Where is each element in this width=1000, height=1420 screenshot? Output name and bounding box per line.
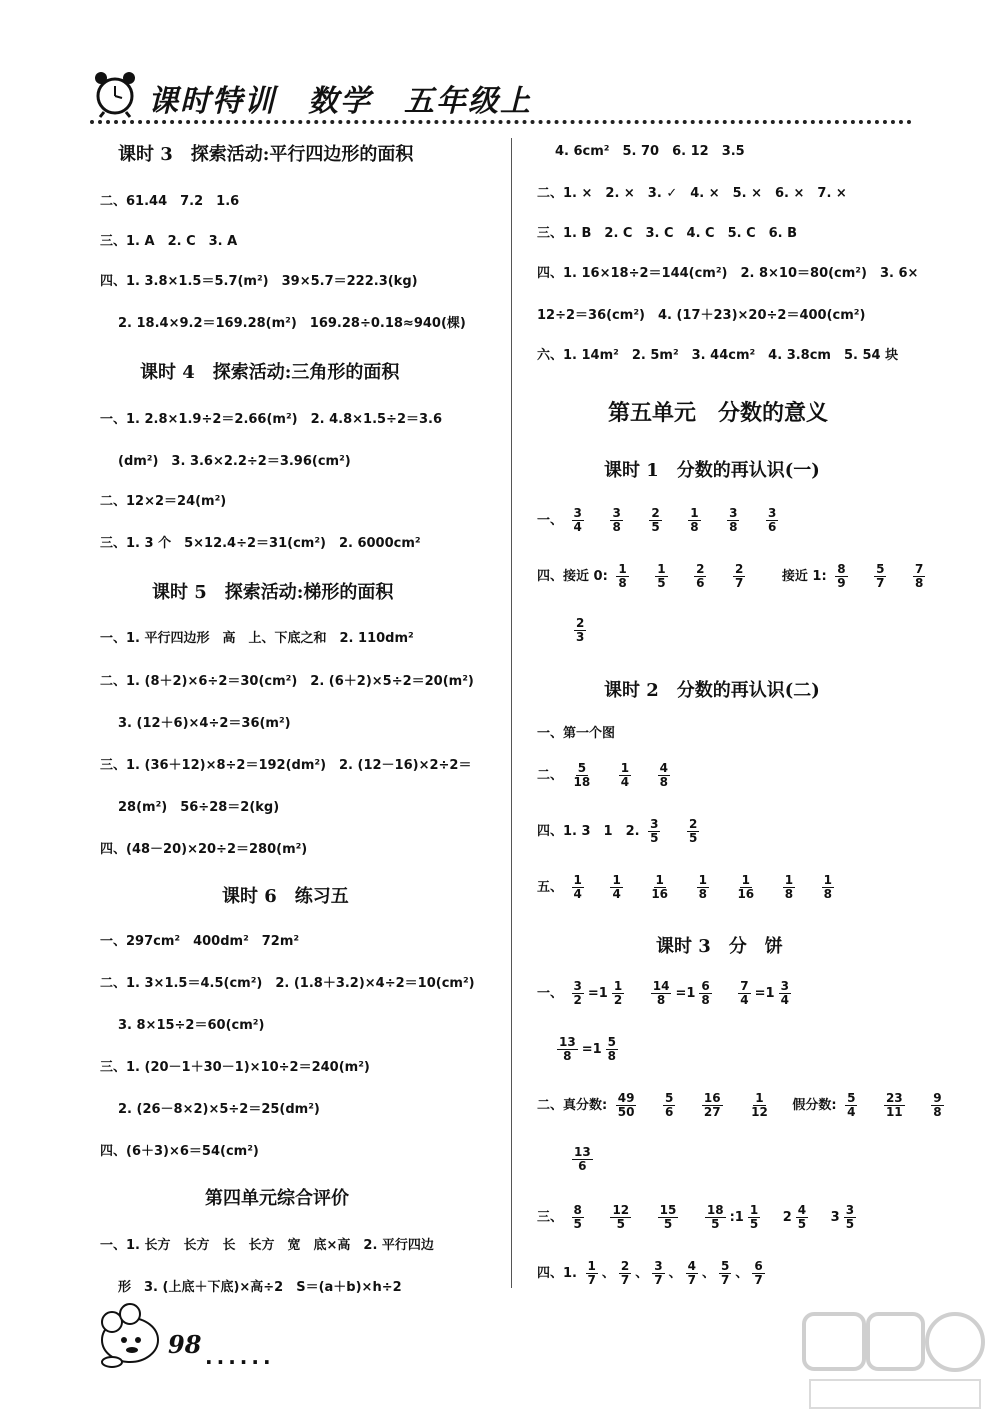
- question-label: 一、: [537, 513, 564, 528]
- book-title: 课时特训 数学 五年级上: [148, 84, 532, 119]
- question-label: 五、: [537, 880, 564, 895]
- fraction: $\frac{5}{8}$: [607, 1035, 617, 1063]
- answer-line: [537, 563, 929, 590]
- answer-line: 一、297cm² 400dm² 72m²: [100, 934, 300, 949]
- section-title-unit4-review: 第四单元综合评价: [205, 1188, 349, 1209]
- answer-line: 三、 $\frac{8}{5}$ $\frac{12}{5}$ $\frac{15}{5}$ $\frac{18}{5}$ :1 $\frac{1}{5}$ 2 $\frac{4}{5}$ 3 $\frac{3}{5}$: [537, 1203, 855, 1231]
- section-title-lesson6: 课时 6 练习五: [222, 886, 349, 907]
- fraction: $\frac{5}{18}$: [573, 761, 591, 789]
- answer-line: 三、1. 3 个 5×12.4÷2＝31(cm²) 2. 6000cm²: [100, 536, 421, 551]
- answer-line: 一、1. 长方 长方 长 长方 宽 底×高 2. 平行四边: [100, 1238, 434, 1253]
- fraction: $\frac{2}{5}$: [651, 506, 660, 534]
- fraction: $\frac{1}{7}$: [587, 1259, 596, 1287]
- fraction: $\frac{1}{16}$: [737, 873, 755, 901]
- answer-line: 四、1. $\frac{1}{7}$ 、 $\frac{2}{7}$ 、 $\frac{3}{7}$ 、 $\frac{4}{7}$ 、 $\frac{5}{7}$ 、 $\frac{6}{7}$: [537, 1259, 763, 1287]
- section-title-r-lesson3: 课时 3 分 饼: [656, 936, 783, 957]
- question-label: 一、: [537, 986, 564, 1001]
- fraction: $\frac{7}{8}$: [914, 562, 924, 590]
- fraction: $\frac{15}{5}$: [659, 1203, 677, 1231]
- answer-line: 一、1. 2.8×1.9÷2＝2.66(m²) 2. 4.8×1.5÷2＝3.6: [100, 412, 443, 427]
- question-label: 三、: [537, 1210, 564, 1225]
- fraction: $\frac{1}{8}$: [698, 873, 707, 901]
- fraction: $\frac{1}{8}$: [618, 562, 627, 590]
- answer-line: 4. 6cm² 5. 70 6. 12 3.5: [555, 144, 745, 159]
- fraction: $\frac{3}{8}$: [612, 506, 621, 534]
- fraction: $\frac{2}{5}$: [689, 817, 698, 845]
- fraction: $\frac{13}{6}$: [574, 1145, 591, 1173]
- fraction: $\frac{6}{8}$: [701, 979, 710, 1007]
- fraction: $\frac{14}{8}$: [652, 979, 670, 1007]
- section-title-r-lesson1: 课时 1 分数的再认识(一): [604, 460, 820, 481]
- answer-line: 形 3. (上底＋下底)×高÷2 S＝(a＋b)×h÷2: [118, 1280, 402, 1295]
- fraction: $\frac{8}{9}$: [837, 562, 846, 590]
- fraction: $\frac{2}{6}$: [696, 562, 705, 590]
- answer-line: 3. (12＋6)×4÷2＝36(m²): [118, 716, 291, 731]
- section-title-lesson4: 课时 4 探索活动:三角形的面积: [140, 362, 400, 383]
- fraction: $\frac{1}{5}$: [657, 562, 666, 590]
- section-title-r-lesson2: 课时 2 分数的再认识(二): [604, 680, 820, 701]
- alarm-clock-logo-icon: [90, 68, 140, 118]
- answer-line: 二、1. (8＋2)×6÷2＝30(cm²) 2. (6＋2)×5÷2＝20(m²): [100, 674, 474, 689]
- question-label: 四、1. 3 1 2.: [537, 824, 640, 839]
- fraction: $\frac{1}{2}$: [613, 979, 623, 1007]
- page-number-dots: ......: [205, 1345, 275, 1369]
- fraction: $\frac{1}{4}$: [612, 873, 621, 901]
- fraction: $\frac{1}{8}$: [823, 873, 832, 901]
- answer-line: 三、1. (36＋12)×8÷2＝192(dm²) 2. (12－16)×2÷2＝: [100, 758, 472, 773]
- answer-line: 二、1. × 2. × 3. ✓ 4. × 5. × 6. × 7. ×: [537, 186, 847, 201]
- question-label: 二、: [537, 768, 564, 783]
- fraction: $\frac{9}{8}$: [933, 1091, 942, 1119]
- answer-line: 二、12×2＝24(m²): [100, 494, 227, 509]
- answer-line: 2. 18.4×9.2＝169.28(m²) 169.28÷0.18≈940(棵): [118, 316, 466, 331]
- fraction: $\frac{5}{6}$: [664, 1091, 674, 1119]
- fraction: $\frac{3}{5}$: [650, 817, 659, 845]
- section-title-lesson3: 课时 3 探索活动:平行四边形的面积: [118, 144, 414, 165]
- fraction: $\frac{12}{5}$: [612, 1203, 630, 1231]
- fraction: $\frac{1}{16}$: [651, 873, 669, 901]
- fraction: $\frac{4}{8}$: [659, 761, 669, 789]
- fraction: $\frac{3}{2}$: [573, 979, 582, 1007]
- watermark-stamp: [800, 1310, 990, 1415]
- page-header: [90, 68, 920, 118]
- section-title-lesson5: 课时 5 探索活动:梯形的面积: [152, 582, 394, 603]
- header-dotted-rule: [90, 120, 912, 124]
- fraction: $\frac{1}{5}$: [749, 1203, 759, 1231]
- answer-line: 四、(48－20)×20÷2＝280(m²): [100, 842, 308, 857]
- answer-line: 28(m²) 56÷28＝2(kg): [118, 800, 280, 815]
- answer-line: [537, 874, 838, 901]
- answer-line: (dm²) 3. 3.6×2.2÷2＝3.96(cm²): [118, 454, 351, 469]
- answer-line: 3. 8×15÷2＝60(cm²): [118, 1018, 265, 1033]
- fraction: $\frac{49}{50}$: [617, 1091, 635, 1119]
- fraction: $\frac{1}{8}$: [784, 873, 794, 901]
- fraction: $\frac{16}{27}$: [703, 1091, 721, 1119]
- question-label: 四、1.: [537, 1266, 577, 1281]
- answer-line: 一、第一个图: [537, 726, 616, 741]
- answer-line: $\frac{13}{8}$ =1 $\frac{5}{8}$: [559, 1035, 617, 1063]
- answer-line: 四、1. 16×18÷2＝144(cm²) 2. 8×10＝80(cm²) 3. 6×: [537, 266, 919, 281]
- answer-line: [568, 1146, 597, 1173]
- answer-line: 一、 $\frac{3}{2}$ =1 $\frac{1}{2}$ $\frac{14}{8}$ =1 $\frac{6}{8}$ $\frac{7}{4}$ =1 $\frac{3}{4}$: [537, 979, 789, 1007]
- answer-line: 六、1. 14m² 2. 5m² 3. 44cm² 4. 3.8cm 5. 54 块: [537, 348, 899, 363]
- unit-title-unit5: 第五单元 分数的意义: [608, 400, 829, 426]
- question-label: 接近 1:: [781, 569, 827, 584]
- fraction: $\frac{2}{7}$: [620, 1259, 630, 1287]
- fraction: $\frac{4}{5}$: [797, 1203, 807, 1231]
- fraction: $\frac{5}{4}$: [847, 1091, 856, 1119]
- question-label: 假分数:: [792, 1098, 837, 1113]
- answer-line: 2. (26－8×2)×5÷2＝25(dm²): [118, 1102, 320, 1117]
- fraction: $\frac{7}{4}$: [740, 979, 749, 1007]
- fraction: $\frac{18}{5}$: [706, 1203, 724, 1231]
- fraction: $\frac{3}{6}$: [768, 506, 777, 534]
- answer-line: [570, 617, 590, 644]
- fraction: $\frac{3}{7}$: [654, 1259, 663, 1287]
- answer-line: 三、1. (20－1＋30－1)×10÷2＝240(m²): [100, 1060, 370, 1075]
- answer-line: 三、1. A 2. C 3. A: [100, 234, 238, 249]
- fraction: $\frac{3}{8}$: [729, 506, 738, 534]
- fraction: $\frac{3}{5}$: [845, 1203, 855, 1231]
- answer-line: 12÷2＝36(cm²) 4. (17＋23)×20÷2＝400(cm²): [537, 308, 866, 323]
- fraction: $\frac{3}{4}$: [573, 506, 582, 534]
- answer-line: 一、1. 平行四边形 高 上、下底之和 2. 110dm²: [100, 631, 414, 646]
- fraction: $\frac{2}{7}$: [734, 562, 744, 590]
- fraction: $\frac{6}{7}$: [754, 1259, 763, 1287]
- fraction: $\frac{5}{7}$: [721, 1259, 730, 1287]
- fraction: $\frac{1}{4}$: [620, 761, 630, 789]
- answer-line: 四、(6＋3)×6＝54(cm²): [100, 1144, 259, 1159]
- answer-line: 二、61.44 7.2 1.6: [100, 194, 240, 209]
- mascot-icon: [90, 1300, 165, 1370]
- fraction: $\frac{5}{7}$: [876, 562, 885, 590]
- fraction: $\frac{13}{8}$: [559, 1035, 576, 1063]
- fraction: $\frac{4}{7}$: [687, 1259, 696, 1287]
- fraction: $\frac{3}{4}$: [780, 979, 789, 1007]
- page-number: 98: [168, 1330, 202, 1359]
- answer-line: [537, 818, 703, 845]
- fraction: $\frac{1}{8}$: [690, 506, 699, 534]
- answer-line: [537, 507, 782, 534]
- answer-line: [537, 762, 674, 789]
- answer-line: 四、1. 3.8×1.5＝5.7(m²) 39×5.7＝222.3(kg): [100, 274, 418, 289]
- fraction: $\frac{8}{5}$: [573, 1203, 582, 1231]
- fraction: $\frac{1}{12}$: [751, 1091, 768, 1119]
- fraction: $\frac{2}{3}$: [576, 616, 585, 644]
- column-divider: [511, 138, 512, 1288]
- question-label: 四、接近 0:: [537, 569, 608, 584]
- fraction: $\frac{23}{11}$: [885, 1091, 903, 1119]
- answer-line: [537, 1092, 948, 1119]
- fraction: $\frac{1}{4}$: [573, 873, 582, 901]
- answer-line: 三、1. B 2. C 3. C 4. C 5. C 6. B: [537, 226, 798, 241]
- answer-line: 二、1. 3×1.5＝4.5(cm²) 2. (1.8＋3.2)×4÷2＝10(cm²): [100, 976, 475, 991]
- question-label: 二、真分数:: [537, 1098, 608, 1113]
